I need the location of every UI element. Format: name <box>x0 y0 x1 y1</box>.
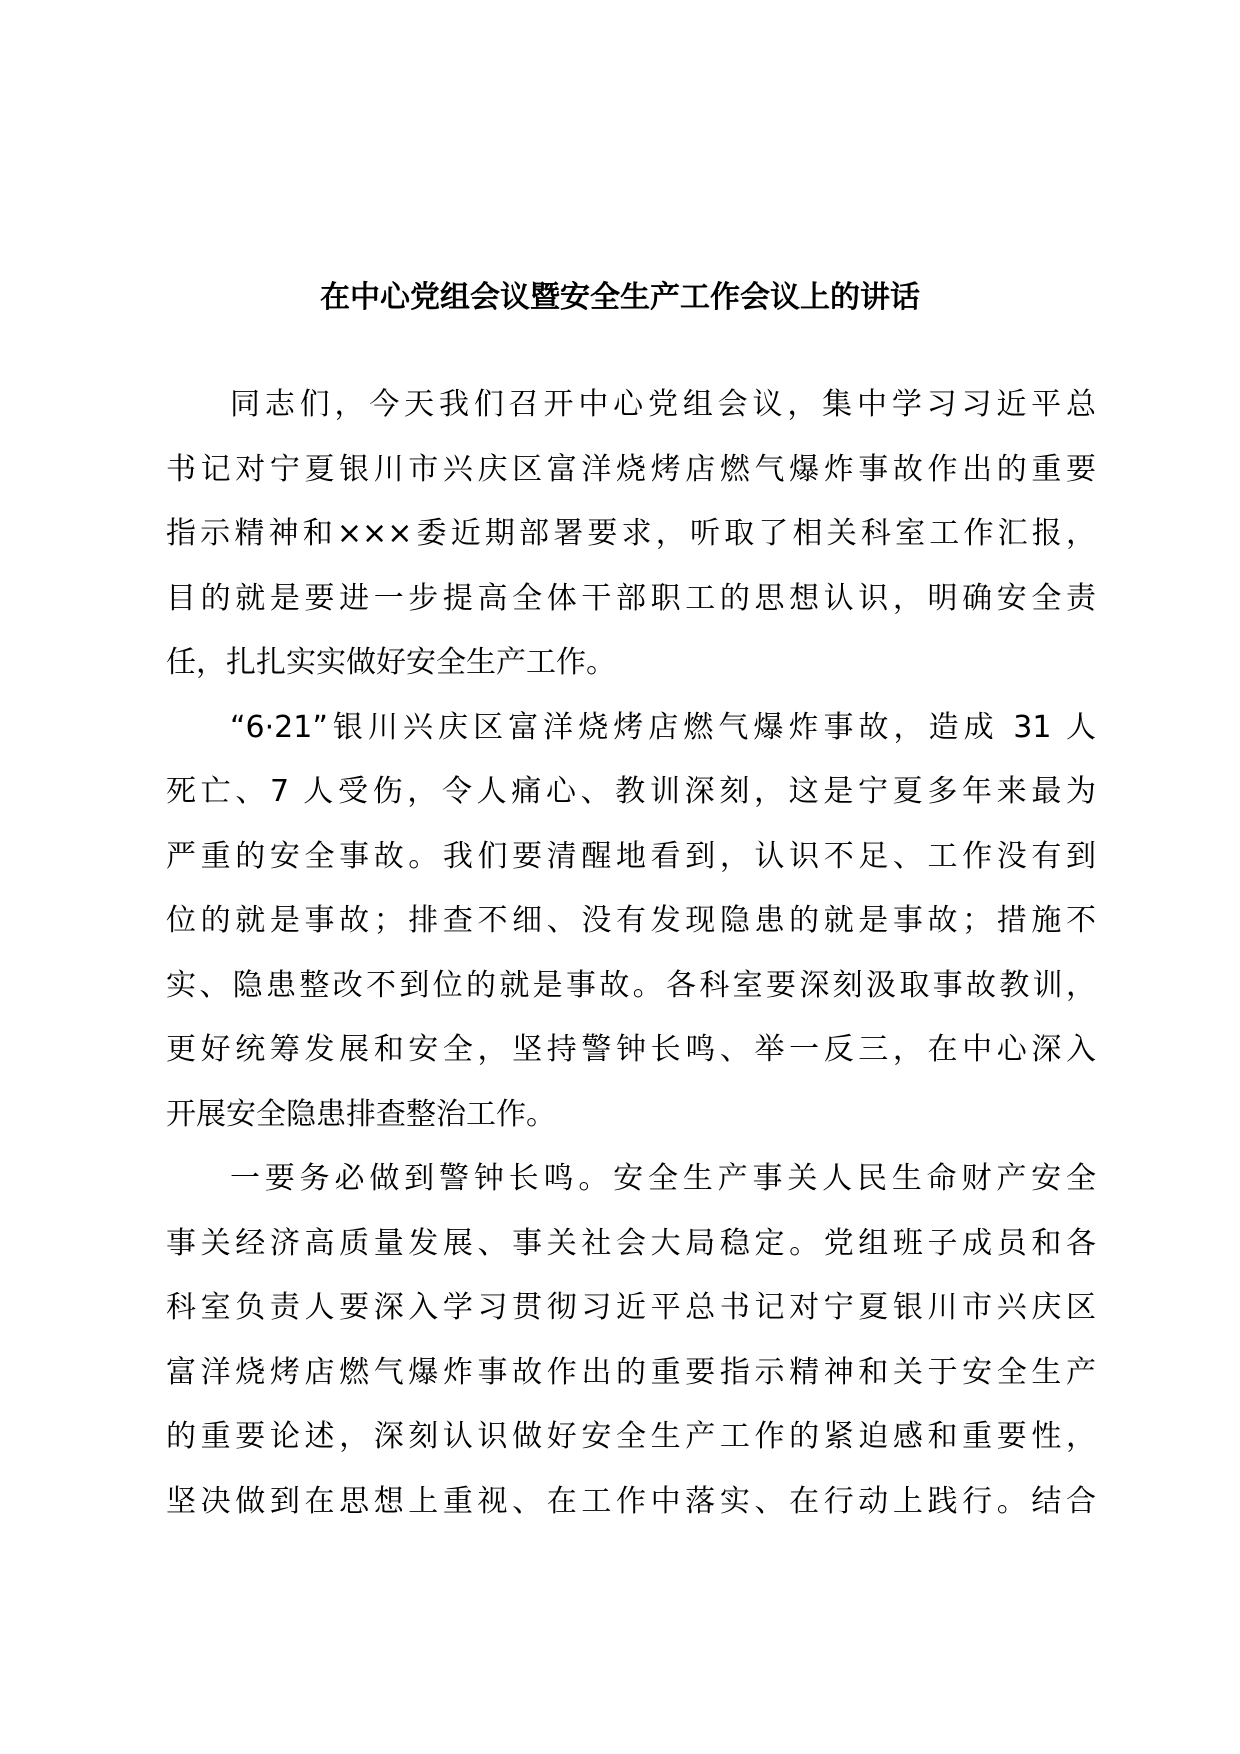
paragraph-line: 任，扎扎实实做好安全生产工作。 <box>166 645 616 680</box>
paragraph-line: 开展安全隐患排查整治工作。 <box>166 1096 556 1132</box>
paragraph-line: 实、隐患整改不到位的就是事故。各科室要深刻汲取事故教训， <box>166 967 1096 1003</box>
paragraph-line: 书记对宁夏银川市兴庆区富洋烧烤店燃气爆炸事故作出的重要 <box>166 451 1096 487</box>
paragraph-line: 更好统筹发展和安全，坚持警钟长鸣、举一反三，在中心深入 <box>166 1032 1096 1067</box>
paragraph-line: 严重的安全事故。我们要清醒地看到，认识不足、工作没有到 <box>166 838 1096 874</box>
paragraph-line: 坚决做到在思想上重视、在工作中落实、在行动上践行。结合 <box>166 1483 1096 1519</box>
paragraph-line: 的重要论述，深刻认识做好安全生产工作的紧迫感和重要性， <box>166 1419 1096 1454</box>
paragraph-line: 同志们，今天我们召开中心党组会议，集中学习习近平总 <box>230 387 1096 422</box>
document-title: 在中心党组会议暨安全生产工作会议上的讲话 <box>320 280 920 315</box>
paragraph-line: 富洋烧烤店燃气爆炸事故作出的重要指示精神和关于安全生产 <box>166 1354 1096 1390</box>
paragraph-line: 死亡、7 人受伤，令人痛心、教训深刻，这是宁夏多年来最为 <box>166 774 1096 809</box>
paragraph-line: “6·21”银川兴庆区富洋烧烤店燃气爆炸事故，造成 31 人 <box>230 709 1096 745</box>
paragraph-line: 事关经济高质量发展、事关社会大局稳定。党组班子成员和各 <box>166 1225 1096 1261</box>
paragraph-line: 一要务必做到警钟长鸣。安全生产事关人民生命财产安全 <box>230 1161 1096 1196</box>
paragraph-opening <box>166 373 1096 696</box>
paragraph-line: 科室负责人要深入学习贯彻习近平总书记对宁夏银川市兴庆区 <box>166 1290 1096 1325</box>
paragraph-line: 指示精神和×××委近期部署要求，听取了相关科室工作汇报， <box>166 516 1096 551</box>
paragraph-first-requirement <box>166 1147 1096 1534</box>
paragraph-incident <box>166 696 1096 1148</box>
document-body <box>166 373 1096 1534</box>
paragraph-line: 位的就是事故；排查不细、没有发现隐患的就是事故；措施不 <box>166 903 1096 938</box>
paragraph-line: 目的就是要进一步提高全体干部职工的思想认识，明确安全责 <box>166 580 1096 616</box>
